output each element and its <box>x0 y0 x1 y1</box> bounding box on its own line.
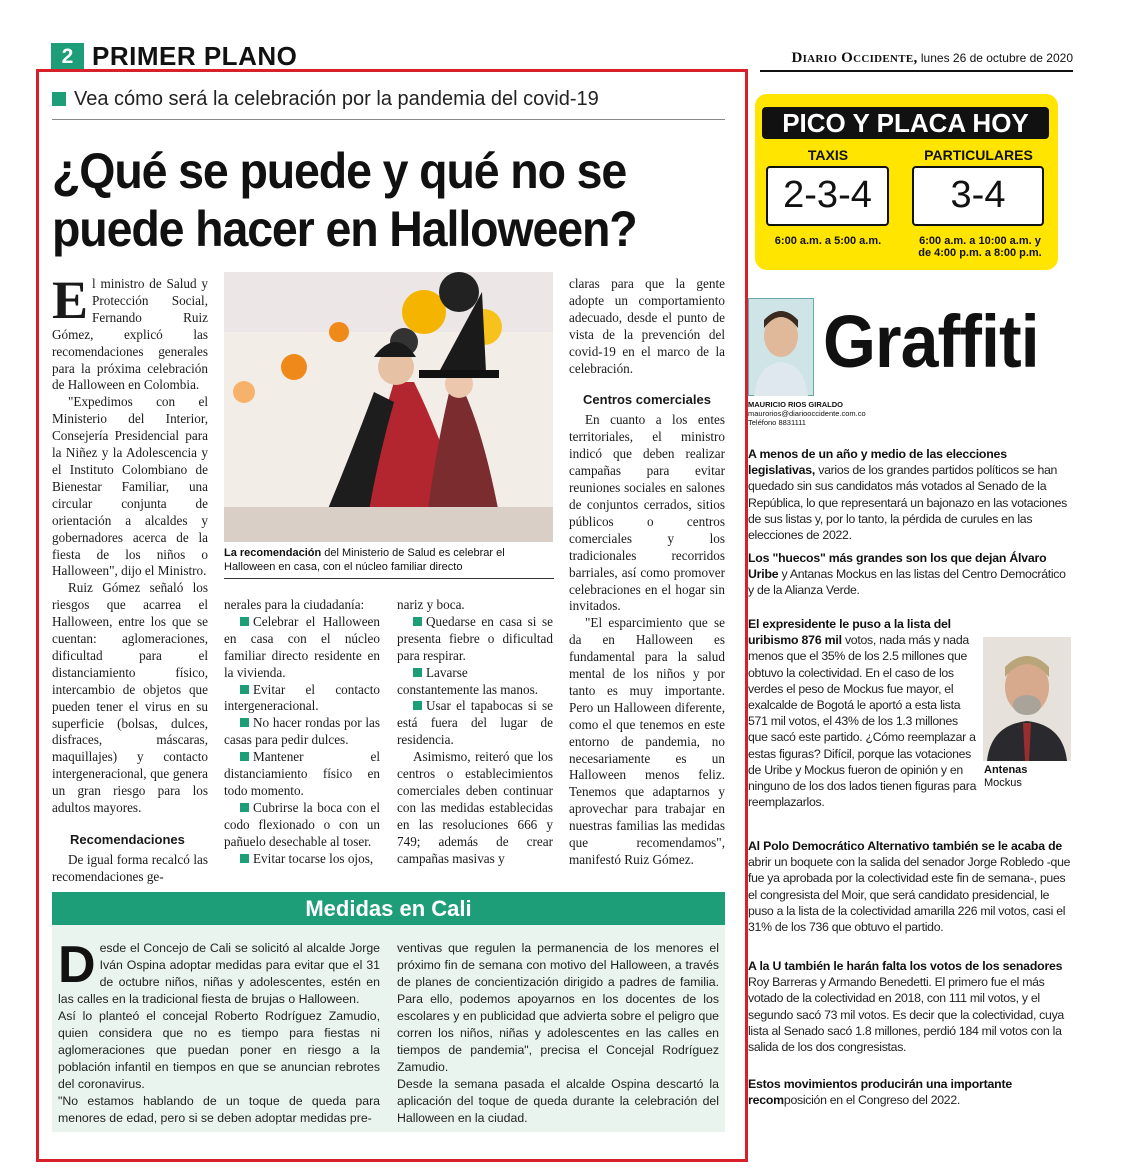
taxis-value: 2-3-4 <box>766 166 889 226</box>
author-email: maurorios@diariooccidente.com.co <box>748 409 866 418</box>
headline-line-2: puede hacer en Halloween? <box>52 201 637 257</box>
particulares-time-1: 6:00 a.m. a 10:00 a.m. y <box>919 235 1041 247</box>
graffiti-item <box>748 958 1073 1055</box>
bullet-square <box>240 685 249 694</box>
graffiti-lead: A la U también le harán falta los votos de los senadores <box>748 959 1063 973</box>
kicker-square <box>52 92 66 106</box>
cali-column-left <box>58 936 380 1127</box>
photo-caption <box>224 546 554 579</box>
recommendation-item: No hacer rondas por las casas para pedir dulces. <box>224 715 380 748</box>
page-number: 2 <box>51 43 84 70</box>
particulares-value: 3-4 <box>912 166 1044 226</box>
paragraph: l ministro de Salud y Protección Social, Fernando Ruiz Gómez, explicó las recomendaciones generales para la próxima celebración de Halloween en Colombia. <box>52 276 208 393</box>
cali-column-right <box>397 940 719 1127</box>
drop-cap: D <box>58 936 96 994</box>
article-column-2 <box>224 597 380 868</box>
graffiti-lead: Los "huecos" más grandes son los que dejan Álvaro Uribe <box>748 551 1047 582</box>
mockus-caption <box>984 764 1027 790</box>
bullet-square <box>413 701 422 710</box>
bullet-square <box>240 803 249 812</box>
paragraph: Ruiz Gómez señaló los riesgos que acarrea el Halloween, entre los que se cuentan: aglomeraciones, dificultad para el distanciamiento físico, intercambio de objetos que pueden tener el virus en su superficie (bolsas, dulces, disfraces, máscaras, maquillajes) y contacto intergeneracional, que genera un gran riesgo para los adultos mayores. <box>52 580 208 816</box>
section-title: PRIMER PLANO <box>92 41 298 71</box>
recommendation-item: Lavarse constantemente las manos. <box>397 664 538 697</box>
paragraph: esde el Concejo de Cali se solicitó al alcalde Jorge Iván Ospina adoptar medidas para evitar que el 31 de octubre niños, niñas y adolescentes, estén en las calles en la tradicional fiesta de brujas o Halloween. <box>58 941 380 1006</box>
graffiti-item <box>748 838 1073 935</box>
halloween-photo <box>224 272 553 542</box>
author-photo <box>748 298 814 396</box>
bullet-square <box>413 617 422 626</box>
mockus-caption-1: Antenas <box>984 764 1028 776</box>
graffiti-lead: Al Polo Democrático Alternativo también se le acaba de <box>748 839 1063 853</box>
recommendation-item: Evitar tocarse los ojos, <box>253 850 374 866</box>
graffiti-text: votos, nada más y nada menos que el 35% de los 2.5 millones que obtuvo la colectividad. En el caso de los verdes el peso de Mockus fue mayor, el exalcalde de Bogotá le aportó a esta lista 571 mil votos, el 43% de los 1.3 millones que sacó este partido. ¿Cómo reemplazar a estas figuras? Difícil, porque las votaciones de Uribe y Mockus fueron de opinión y en ninguno de los dos lados tienen figuras para reemplazarlos. <box>748 633 977 810</box>
bullet-square <box>240 854 249 863</box>
article-column-3 <box>397 597 553 868</box>
article-kicker <box>52 86 725 120</box>
paper-name: Diario Occidente, <box>791 50 918 66</box>
bullet-square <box>413 668 422 677</box>
graffiti-text: varios de los grandes partidos políticos se han quedado sin sus candidatos más votados al Senado de la República, lo que representará un bajonazo en las votaciones de sus listas y, por lo tanto, la pérdida de curules en las elecciones de 2022. <box>748 463 1068 543</box>
recommendation-item: Evitar el contacto intergeneracional. <box>224 681 380 714</box>
graffiti-text: abrir un boquete con la salida del senador Jorge Robledo -que fue ya aprobada por la colectividad este fin de semana-, pues el congresista del Moir, que será candidato presidencial, le puso a la lista de la colectividad amarilla 226 mil votos, casi el 31% de los 736 que obtuvo el partido. <box>748 855 1071 935</box>
pico-placa-title: PICO Y PLACA HOY <box>762 107 1049 139</box>
graffiti-item <box>748 550 1073 599</box>
graffiti-item <box>748 1076 1073 1108</box>
article-column-4 <box>569 276 725 869</box>
article-column-1 <box>52 270 208 886</box>
bullet-square <box>240 752 249 761</box>
author-phone: Teléfono 8831111 <box>748 418 806 427</box>
paragraph: nariz y boca. <box>397 597 465 612</box>
article-headline <box>52 142 684 258</box>
paragraph: "El esparcimiento que se da en Halloween es fundamental para la salud mental de los niños y por tanto es muy importante. Pero un Halloween diferente, como el que tenemos en este entorno de pandemia, no necesariamente es un Halloween menos feliz. Tenemos que adaptarnos y aprovechar para trabajar en nuestras familias las medidas que recomendamos", manifestó Ruiz Gómez. <box>569 615 725 867</box>
graffiti-item <box>748 446 1073 543</box>
drop-cap: E <box>52 270 89 330</box>
headline-line-1: ¿Qué se puede y qué no se <box>52 143 627 199</box>
recommendation-item: Usar el tapabocas si se está fuera del lugar de residencia. <box>397 698 553 748</box>
author-credit <box>748 400 866 427</box>
bullet-square <box>240 617 249 626</box>
paragraph: nerales para la ciudadanía: <box>224 597 365 612</box>
taxis-label: TAXIS <box>807 147 849 163</box>
graffiti-text: Roy Barreras y Armando Benedetti. El primero fue el más votado de la colectividad en 2018, con 111 mil votos, y el segundo sacó 73 mil votos. Es decir que la colectividad, cuya lista al Senado sacó 1.8 millones, perdió 184 mil votos con la salida de los dos congresistas. <box>748 975 1064 1055</box>
graffiti-text: posición en el Congreso del 2022. <box>783 1093 960 1108</box>
cali-title: Medidas en Cali <box>52 892 725 925</box>
paragraph: ventivas que regulen la permanencia de los menores el próximo fin de semana con motivo del Halloween, a través de planes de concientización dirigido a padres de familia. Para ello, podemos apoyarnos en los docentes de los escolares y en publicidad que advierta sobre el peligro que corren los niños, niñas y adolescentes en las calles en tiempos de pandemia", precisa el Concejal Rodríguez Zamudio. <box>397 941 719 1074</box>
graffiti-title: Graffiti <box>823 300 1039 383</box>
paragraph: De igual forma recalcó las recomendaciones ge- <box>52 852 208 884</box>
kicker-text: Vea cómo será la celebración por la pandemia del covid-19 <box>74 88 599 110</box>
graffiti-lead: A menos de un año y medio de las elecciones legislativas, <box>748 447 1007 478</box>
bullet-square <box>240 718 249 727</box>
header-rule <box>760 70 1073 72</box>
paragraph: "No estamos hablando de un toque de queda para menores de edad, pero si se deben adoptar medidas pre- <box>58 1094 380 1125</box>
paragraph: "Expedimos con el Ministerio del Interior, Consejería Presidencial para la Niñez y la Adolescencia y el Instituto Colombiano de Bienestar Familiar, una circular conjunta de orientación a alcaldes y gobernadores acerca de la fiesta de los niños o Halloween", dijo el Ministro. <box>52 394 208 579</box>
paragraph: En cuanto a los entes territoriales, el ministro indicó que deben realizar campañas para evitar reuniones sociales en salones de conjuntos cerrados, sitios públicos o centros comerciales y los tradicionales recorridos barriales, así como promover celebraciones en el hogar sin invitados. <box>569 412 725 614</box>
taxis-time: 6:00 a.m. a 5:00 a.m. <box>774 235 882 247</box>
particulares-label: PARTICULARES <box>924 147 1033 163</box>
recommendation-item: Quedarse en casa si se presenta fiebre o dificultad para respirar. <box>397 613 553 663</box>
mockus-photo <box>983 637 1071 761</box>
paragraph: Desde la semana pasada el alcalde Ospina descartó la aplicación del toque de queda durante la celebración del Halloween en la ciudad. <box>397 1077 719 1125</box>
caption-lead: La recomendación <box>224 547 322 559</box>
graffiti-lead: Estos movimientos producirán una importante recom <box>748 1077 1013 1108</box>
particulares-time-2: de 4:00 p.m. a 8:00 p.m. <box>918 247 1042 259</box>
recommendation-item: Cubrirse la boca con el codo flexionado o con un pañuelo desechable al toser. <box>224 799 380 849</box>
graffiti-text: y Antanas Mockus en las listas del Centro Democrático y de la Alianza Verde. <box>748 567 1066 598</box>
issue-date: lunes 26 de octubre de 2020 <box>920 51 1073 65</box>
recommendation-item: Celebrar el Halloween en casa con el núcleo familiar directo residente en la vivienda. <box>224 613 380 680</box>
particulares-time <box>905 235 1055 259</box>
recommendation-item: Mantener el distanciamiento físico en todo momento. <box>224 749 380 798</box>
paragraph: Así lo planteó el concejal Roberto Rodríguez Zamudio, quien considera que no es tiempo para fiestas ni aglomeraciones que puedan poner en riesgo a la población infantil en tiempos en que se anuncian rebrotes del coronavirus. <box>58 1009 380 1091</box>
subhead-recomendaciones: Recomendaciones <box>70 832 185 847</box>
graffiti-lead: El expresidente le puso a la lista del uribismo 876 mil <box>748 617 951 648</box>
masthead <box>760 50 1073 66</box>
author-name: MAURICIO RIOS GIRALDO <box>748 400 843 409</box>
caption-text: del Ministerio de Salud es celebrar el Halloween en casa, con el núcleo familiar directo <box>224 547 505 573</box>
paragraph: claras para que la gente adopte un comportamiento adecuado, desde el punto de vista de la prevención del covid-19 en el marco de la celebración. <box>569 276 725 376</box>
subhead-centros-comerciales: Centros comerciales <box>583 392 711 408</box>
mockus-caption-2: Mockus <box>984 777 1022 789</box>
paragraph: Asimismo, reiteró que los centros o establecimientos comerciales deben continuar con las medidas establecidas en las resoluciones 666 y 749; además de crear campañas masivas y <box>397 749 553 866</box>
